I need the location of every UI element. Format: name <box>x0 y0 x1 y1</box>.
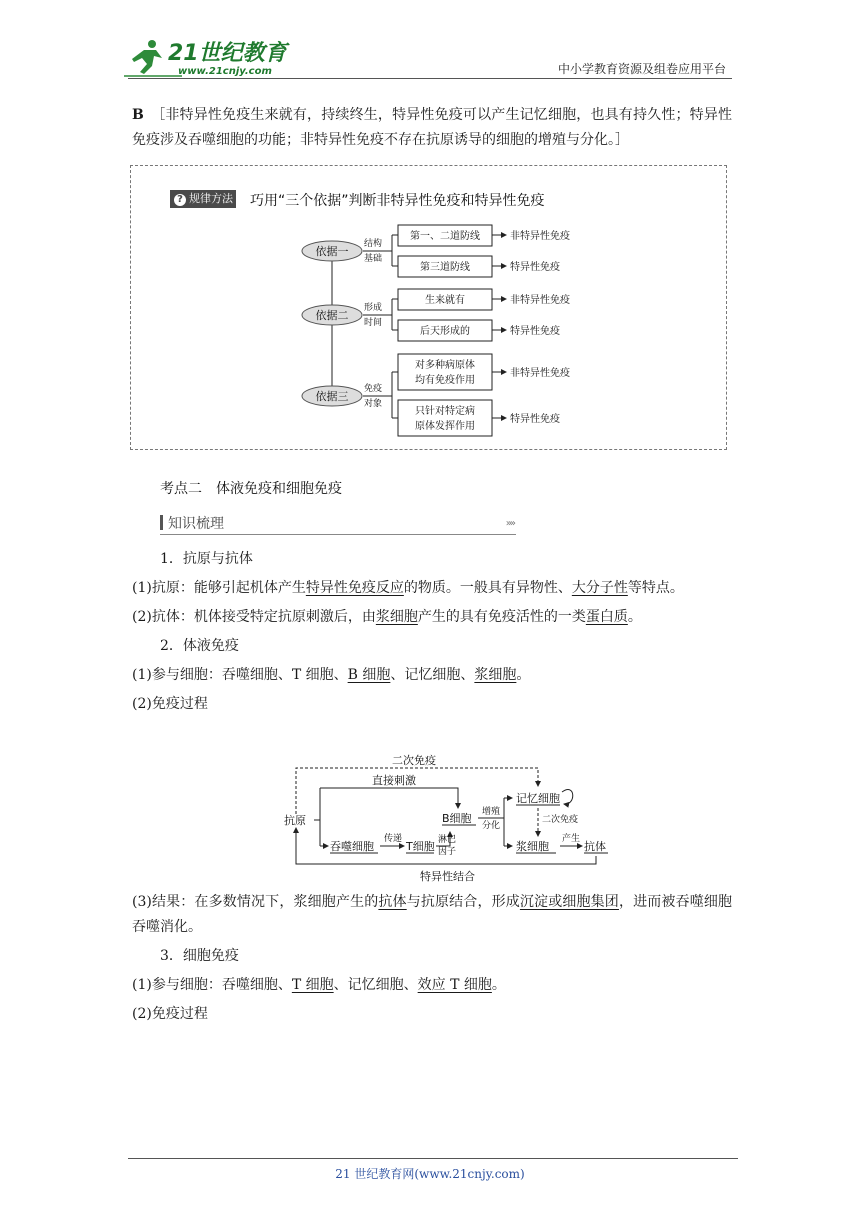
header-divider <box>128 78 732 79</box>
box-acquired: 后天形成的 <box>420 326 470 337</box>
humoral-immunity-diagram <box>280 752 620 888</box>
plasma-cell-node: 浆细胞 <box>516 840 549 853</box>
svg-text:淋巴: 淋巴 <box>438 835 457 845</box>
content-part-2: (3)结果：在多数情况下，浆细胞产生的抗体与抗原结合，形成沉淀或细胞集团，进而被吞噬细胞吞噬消化。 3．细胞免疫 (1)参与细胞：吞噬细胞、T 细胞、记忆细胞、效应 T 细胞。 (2)免疫过程 <box>132 894 733 1022</box>
logo-text: 21世纪教育 <box>168 41 287 66</box>
svg-text:二次免疫: 二次免疫 <box>542 815 579 825</box>
svg-text:对象: 对象 <box>364 399 383 409</box>
platform-name: 中小学教育资源及组卷应用平台 <box>557 62 726 76</box>
svg-text:时间: 时间 <box>364 318 383 328</box>
knowledge-bar <box>160 515 163 530</box>
box-first-second-line: 第一、二道防线 <box>410 231 480 242</box>
heading-humoral: 2．体液免疫 <box>160 638 239 654</box>
antibody-node: 抗体 <box>584 840 606 853</box>
svg-text:特异性免疫: 特异性免疫 <box>510 414 560 425</box>
antigen-node: 抗原 <box>284 814 306 827</box>
box-innate: 生来就有 <box>425 295 465 306</box>
knowledge-label: 知识梳理 <box>168 516 224 532</box>
section-title: 考点二 体液免疫和细胞免疫 <box>160 481 342 497</box>
svg-text:产生: 产生 <box>562 834 581 844</box>
secondary-top-label: 二次免疫 <box>392 754 436 767</box>
answer-text: ［非特异性免疫生来就有，持续终生，特异性免疫可以产生记忆细胞，也具有持久性；特异性免疫涉及吞噬细胞的功能；非特异性免疫不存在抗原诱导的细胞的增殖与分化。］ <box>132 107 733 148</box>
svg-text:特异性免疫: 特异性免疫 <box>510 262 560 273</box>
b-cell-node: B细胞 <box>442 812 472 825</box>
basis2-label: 依据二 <box>315 309 349 322</box>
direct-label: 直接刺激 <box>372 774 416 787</box>
svg-text:均有免疫作用: 均有免疫作用 <box>415 375 475 386</box>
svg-text:原体发挥作用: 原体发挥作用 <box>415 421 475 432</box>
logo <box>122 36 292 80</box>
svg-text:对多种病原体: 对多种病原体 <box>415 360 475 371</box>
svg-text:分化: 分化 <box>482 821 501 831</box>
svg-text:增殖: 增殖 <box>482 807 501 817</box>
svg-text:结构: 结构 <box>364 239 383 249</box>
footer-link[interactable]: 21 世纪教育网(www.21cnjy.com) <box>335 1167 525 1181</box>
answer-explanation <box>132 103 732 153</box>
double-chevron-icon: »» <box>505 518 514 529</box>
svg-text:非特异性免疫: 非特异性免疫 <box>510 368 570 379</box>
svg-text:形成: 形成 <box>364 303 383 313</box>
svg-text:非特异性免疫: 非特异性免疫 <box>510 295 570 306</box>
box-third-line: 第三道防线 <box>420 262 470 273</box>
question-icon: ? <box>174 194 186 206</box>
answer-letter: B <box>132 107 144 123</box>
method-title: 巧用“三个依据”判断非特异性免疫和特异性免疫 <box>250 193 545 209</box>
memory-cell-node: 记忆细胞 <box>516 792 560 805</box>
three-basis-diagram <box>130 165 727 450</box>
footer-divider <box>128 1158 738 1159</box>
basis3-label: 依据三 <box>315 390 349 403</box>
basis1-label: 依据一 <box>315 245 349 258</box>
heading-cellular: 3．细胞免疫 <box>160 948 239 964</box>
t-cell-node: T细胞 <box>406 840 435 853</box>
svg-text:传递: 传递 <box>384 834 403 844</box>
method-tag: ? 规律方法 <box>170 190 236 208</box>
svg-text:免疫: 免疫 <box>364 384 383 394</box>
svg-text:只针对特定病: 只针对特定病 <box>415 406 475 417</box>
specific-binding-label: 特异性结合 <box>420 870 475 883</box>
content-part-1: 1．抗原与抗体 (1)抗原：能够引起机体产生特异性免疫反应的物质。一般具有异物性、大分子性等特点。 (2)抗体：机体接受特定抗原刺激后，由浆细胞产生的具有免疫活性的一类蛋白质。 2．体液免疫 (1)参与细胞：吞噬细胞、T 细胞、B 细胞、记忆细胞、浆细胞。 (2)免疫过程 <box>132 547 732 717</box>
svg-text:特异性免疫: 特异性免疫 <box>510 326 560 337</box>
phagocyte-node: 吞噬细胞 <box>330 840 374 853</box>
svg-text:非特异性免疫: 非特异性免疫 <box>510 231 570 242</box>
knowledge-header <box>160 512 516 535</box>
logo-url: www.21cnjy.com <box>178 66 272 77</box>
svg-text:基础: 基础 <box>364 254 383 264</box>
heading-antigen-antibody: 1．抗原与抗体 <box>160 551 253 567</box>
svg-text:因子: 因子 <box>438 847 457 857</box>
